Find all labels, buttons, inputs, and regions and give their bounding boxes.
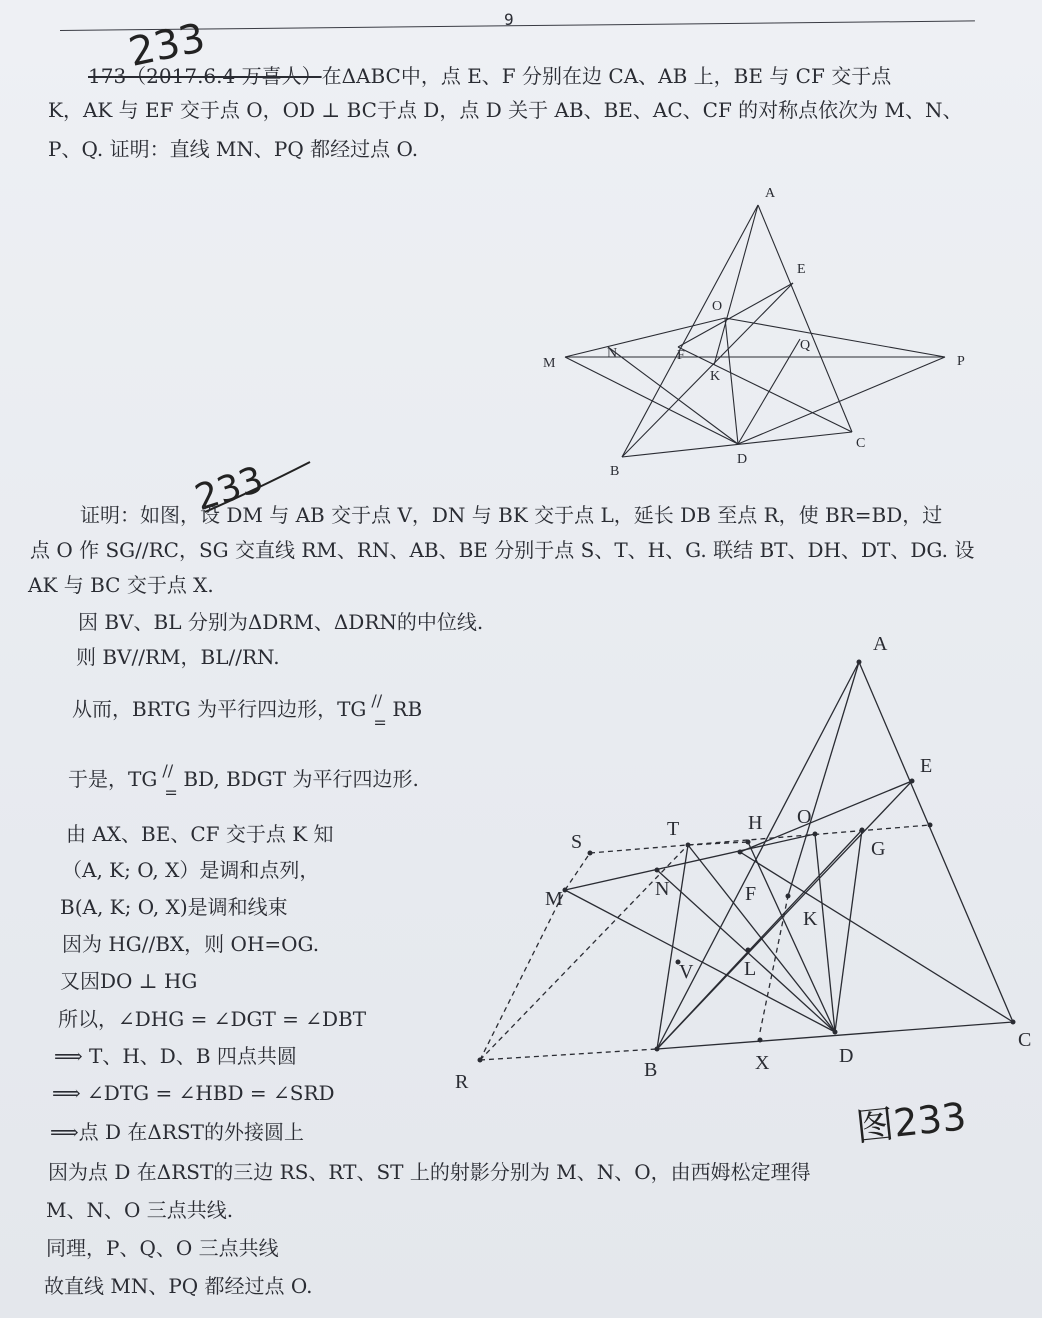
fig1-label-A: A <box>765 186 776 201</box>
proof-line-10: B(A, K; O, X)是调和线束 <box>60 895 288 919</box>
fig1-label-D: D <box>737 452 748 467</box>
proof-line-7b: BD, BDGT 为平行四边形. <box>183 767 419 791</box>
fig2-label-K: K <box>803 908 818 930</box>
parallel-equal-symbol <box>366 690 392 732</box>
figure-label-text: 图233 <box>853 1094 969 1150</box>
fig2-label-S: S <box>571 831 583 853</box>
proof-line-11: 因为 HG//BX，则 OH=OG. <box>62 932 320 956</box>
fig2-label-X: X <box>755 1052 770 1074</box>
proof-line-18: M、N、O 三点共线. <box>46 1198 234 1222</box>
annotation-proof-text: 233 <box>190 459 269 520</box>
figure-1-lines <box>565 205 945 457</box>
proof-line-17: 因为点 D 在ΔRST的三边 RS、RT、ST 上的射影分别为 M、N、O，由西姆松定理得 <box>48 1160 811 1184</box>
fig2-label-T: T <box>667 818 680 840</box>
fig2-label-H: H <box>748 812 763 834</box>
problem-source-struck: 173（2017.6.4 万喜人） <box>88 64 322 88</box>
proof-line-13: 所以，∠DHG = ∠DGT = ∠DBT <box>58 1007 367 1031</box>
fig1-label-E: E <box>797 262 806 277</box>
proof-line-7a: 于是，TG <box>68 767 158 791</box>
fig1-label-O: O <box>712 299 723 314</box>
annotation-top-text: 233 <box>124 14 210 72</box>
fig1-label-B: B <box>610 464 620 479</box>
fig2-label-L: L <box>744 958 757 980</box>
proof-line-19: 同理，P、Q、O 三点共线 <box>46 1236 279 1260</box>
proof-line-14: ⟹ T、H、D、B 四点共圆 <box>54 1044 297 1068</box>
proof-line-9: （A, K; O, X）是调和点列， <box>62 858 320 882</box>
fig1-label-F: F <box>677 348 685 363</box>
fig2-label-E: E <box>920 755 933 777</box>
fig1-label-Q: Q <box>800 338 811 353</box>
figure-2-dashed-lines <box>480 825 930 1060</box>
fig2-label-F: F <box>745 883 757 905</box>
fig1-label-P: P <box>957 354 965 369</box>
proof-line-7 <box>68 760 419 802</box>
proof-line-5: 则 BV//RM，BL//RN. <box>76 645 280 669</box>
par-symbol-2: // <box>162 760 174 780</box>
proof-line-6b: RB <box>392 697 423 721</box>
figure-1 <box>530 180 980 480</box>
problem-line-1 <box>88 64 891 88</box>
fig2-label-N: N <box>655 878 670 900</box>
fig1-label-K: K <box>710 369 721 384</box>
problem-line-2: K，AK 与 EF 交于点 O，OD ⊥ BC于点 D，点 D 关于 AB、BE、AC、CF 的对称点依次为 M、N、 <box>48 98 963 122</box>
fig2-label-M: M <box>545 888 563 910</box>
proof-line-2: 点 O 作 SG//RC，SG 交直线 RM、RN、AB、BE 分别于点 S、T、H、G. 联结 BT、DH、DT、DG. 设 <box>30 538 975 562</box>
fig2-label-V: V <box>679 961 694 983</box>
proof-line-12: 又因DO ⊥ HG <box>60 969 198 993</box>
parallel-equal-symbol-2 <box>157 760 183 802</box>
fig2-label-B: B <box>644 1059 658 1081</box>
proof-line-15: ⟹ ∠DTG = ∠HBD = ∠SRD <box>52 1081 335 1105</box>
proof-line-20: 故直线 MN、PQ 都经过点 O. <box>44 1274 313 1298</box>
fig2-label-C: C <box>1018 1029 1032 1051</box>
fig1-label-M: M <box>543 356 556 371</box>
figure-2-solid-lines <box>565 662 1013 1049</box>
proof-line-16: ⟹点 D 在ΔRST的外接圆上 <box>50 1120 304 1144</box>
figure-2 <box>440 625 1040 1105</box>
fig1-label-N: N <box>607 346 618 361</box>
handwritten-figure-label <box>850 1085 980 1159</box>
par-symbol: // <box>371 690 383 710</box>
eq-symbol: = <box>373 712 387 732</box>
fig1-label-C: C <box>856 436 866 451</box>
fig2-label-D: D <box>839 1045 854 1067</box>
page-number: 9 <box>504 10 514 29</box>
proof-line-4: 因 BV、BL 分别为ΔDRM、ΔDRN的中位线. <box>78 610 484 634</box>
proof-line-6 <box>72 690 423 732</box>
fig2-label-R: R <box>455 1071 469 1093</box>
eq-symbol-2: = <box>164 782 178 802</box>
problem-line-3: P、Q. 证明：直线 MN、PQ 都经过点 O. <box>48 137 419 161</box>
proof-line-6a: 从而，BRTG 为平行四边形，TG <box>72 697 367 721</box>
fig2-label-G: G <box>871 838 886 860</box>
proof-line-8: 由 AX、BE、CF 交于点 K 知 <box>66 822 334 846</box>
problem-text-1: 在ΔABC中，点 E、F 分别在边 CA、AB 上，BE 与 CF 交于点 <box>321 64 892 88</box>
proof-line-1: 证明：如图，设 DM 与 AB 交于点 V，DN 与 BK 交于点 L，延长 DB 至点 R，使 BR=BD，过 <box>80 503 943 527</box>
fig2-label-O: O <box>797 806 812 828</box>
proof-line-3: AK 与 BC 交于点 X. <box>28 573 214 597</box>
fig2-label-A: A <box>873 633 888 655</box>
